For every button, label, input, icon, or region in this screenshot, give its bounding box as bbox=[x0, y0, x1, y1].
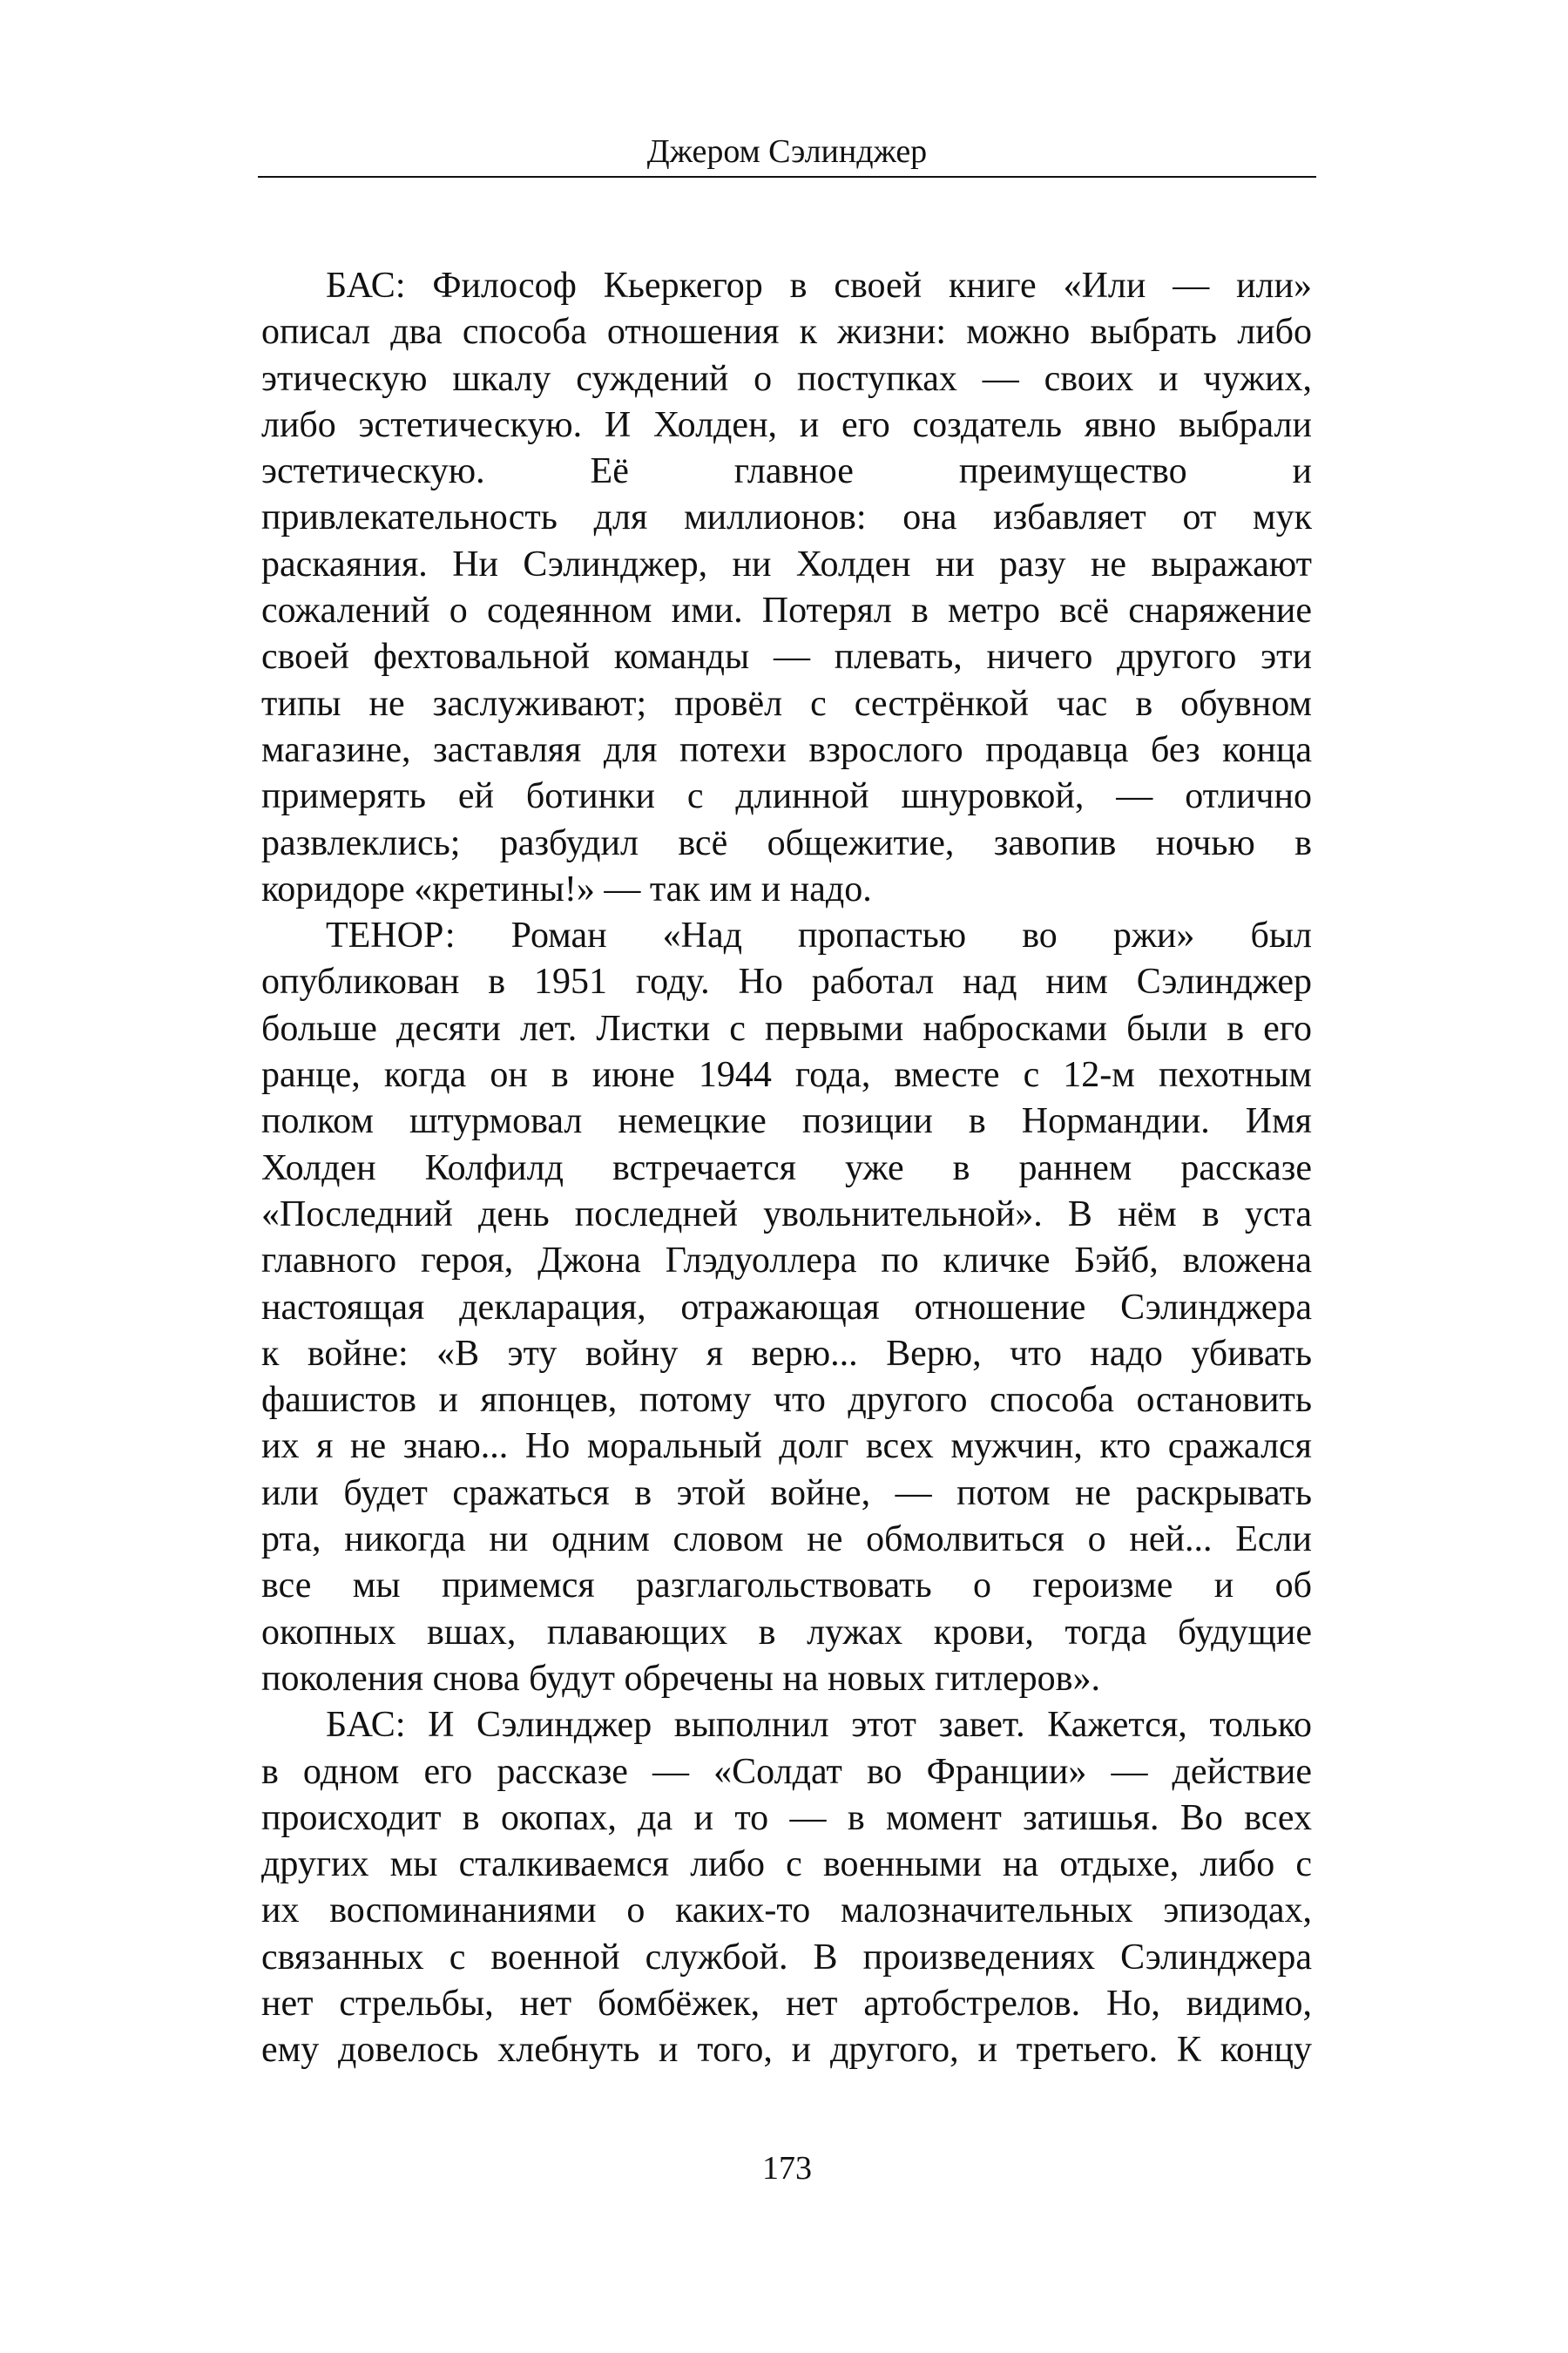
text-line: их я не знаю... Но моральный долг всех мужчин, кто сражался bbox=[261, 1426, 1312, 1467]
text-line: ему довелось хлебнуть и того, и другого, и третьего. К концу bbox=[261, 2030, 1312, 2071]
text-line: привлекательность для миллионов: она избавляет от мук bbox=[261, 497, 1312, 538]
text-line: нет стрельбы, нет бомбёжек, нет артобстрелов. Но, видимо, bbox=[261, 1983, 1312, 2024]
text-line: Холден Колфилд встречается уже в раннем рассказе bbox=[261, 1147, 1312, 1188]
text-line: их воспоминаниями о каких-то малозначительных эпизодах, bbox=[261, 1890, 1312, 1931]
text-line: ранце, когда он в июне 1944 года, вместе с 12-м пехотным bbox=[261, 1055, 1312, 1096]
text-line: рта, никогда ни одним словом не обмолвиться о ней... Если bbox=[261, 1519, 1312, 1560]
text-line: фашистов и японцев, потому что другого способа остановить bbox=[261, 1380, 1312, 1421]
text-line: ТЕНОР: Роман «Над пропастью во ржи» был bbox=[326, 916, 1312, 957]
text-line: больше десяти лет. Листки с первыми набросками были в его bbox=[261, 1008, 1312, 1049]
text-line: поколения снова будут обречены на новых гитлеров». bbox=[261, 1658, 1100, 1699]
text-line: коридоре «кретины!» — так им и надо. bbox=[261, 869, 872, 909]
running-header: Джером Сэлинджер bbox=[646, 133, 928, 170]
text-line: в одном его рассказе — «Солдат во Франции» — действие bbox=[261, 1751, 1312, 1792]
text-line: примерять ей ботинки с длинной шнуровкой, — отлично bbox=[261, 776, 1312, 817]
text-line: связанных с военной службой. В произведениях Сэлинджера bbox=[261, 1937, 1312, 1978]
paragraph-1 bbox=[261, 263, 1312, 913]
text-line: БАС: Философ Кьеркегор в своей книге «Или — или» bbox=[326, 266, 1312, 306]
text-line: окопных вшах, плавающих в лужах крови, тогда будущие bbox=[261, 1612, 1312, 1653]
text-line: других мы сталкиваемся либо с военными на отдыхе, либо с bbox=[261, 1844, 1312, 1885]
text-line: к войне: «В эту войну я верю... Верю, что надо убивать bbox=[261, 1333, 1312, 1374]
text-line: главного героя, Джона Глэдуоллера по кличке Бэйб, вложена bbox=[261, 1241, 1312, 1281]
header-divider bbox=[258, 176, 1316, 178]
paragraph-3 bbox=[261, 1702, 1312, 2073]
text-line: эстетическую. Её главное преимущество и bbox=[261, 451, 1312, 492]
text-line: или будет сражаться в этой войне, — потом не раскрывать bbox=[261, 1472, 1312, 1513]
text-line: своей фехтовальной команды — плевать, ничего другого эти bbox=[261, 637, 1312, 678]
text-line: магазине, заставляя для потехи взрослого продавца без конца bbox=[261, 729, 1312, 770]
text-line: типы не заслуживают; провёл с сестрёнкой час в обувном bbox=[261, 683, 1312, 724]
text-line: опубликован в 1951 году. Но работал над ним Сэлинджер bbox=[261, 962, 1312, 1003]
page-number: 173 bbox=[762, 2150, 812, 2187]
text-line: настоящая декларация, отражающая отношение Сэлинджера bbox=[261, 1287, 1312, 1328]
text-line: «Последний день последней увольнительной». В нём в уста bbox=[261, 1193, 1312, 1234]
page-body bbox=[261, 263, 1312, 2074]
text-line: либо эстетическую. И Холден, и его создатель явно выбрали bbox=[261, 404, 1312, 445]
text-line: БАС: И Сэлинджер выполнил этот завет. Кажется, только bbox=[326, 1705, 1312, 1746]
paragraph-2 bbox=[261, 913, 1312, 1702]
text-line: этическую шкалу суждений о поступках — своих и чужих, bbox=[261, 358, 1312, 399]
text-line: описал два способа отношения к жизни: можно выбрать либо bbox=[261, 312, 1312, 353]
text-line: сожалений о содеянном ими. Потерял в метро всё снаряжение bbox=[261, 591, 1312, 632]
text-line: развлеклись; разбудил всё общежитие, завопив ночью в bbox=[261, 822, 1312, 863]
text-line: раскаяния. Ни Сэлинджер, ни Холден ни разу не выражают bbox=[261, 544, 1312, 585]
text-line: полком штурмовал немецкие позиции в Нормандии. Имя bbox=[261, 1101, 1312, 1142]
text-line: все мы примемся разглагольствовать о героизме и об bbox=[261, 1565, 1312, 1606]
text-line: происходит в окопах, да и то — в момент затишья. Во всех bbox=[261, 1797, 1312, 1838]
